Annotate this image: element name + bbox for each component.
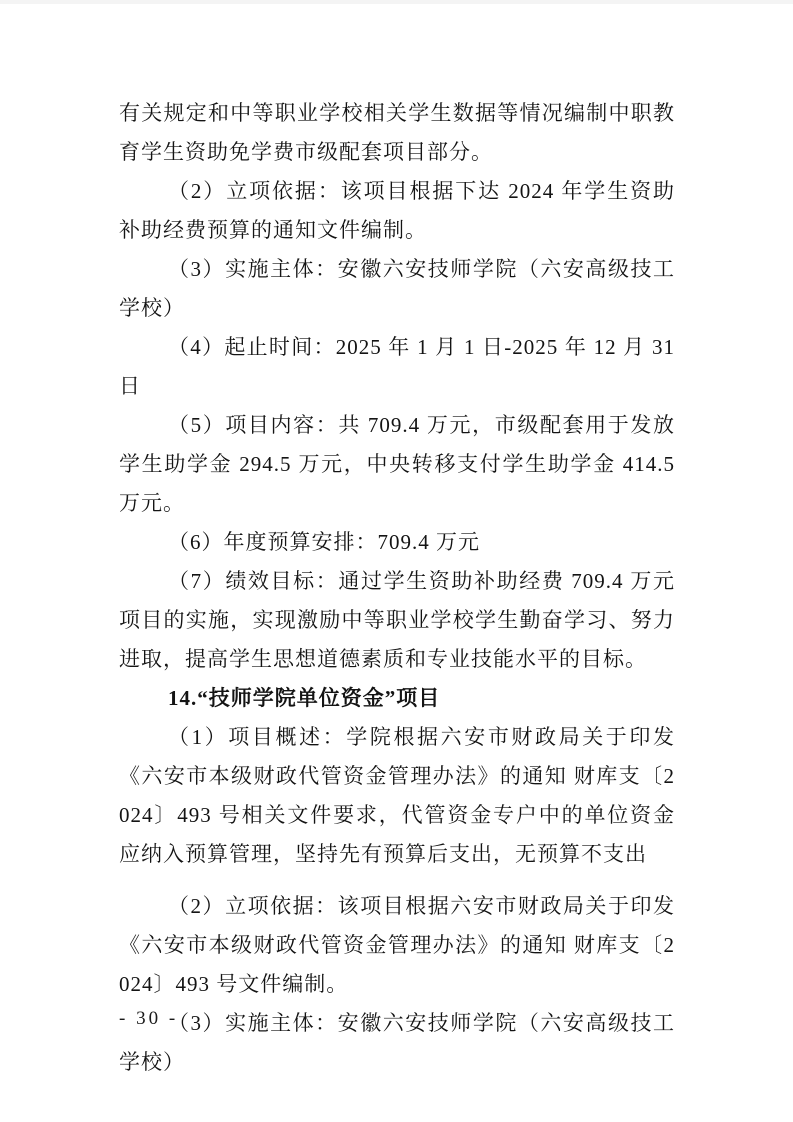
paragraph-item-1-overview: （1）项目概述：学院根据六安市财政局关于印发《六安市本级财政代管资金管理办法》的通知 财库支〔2024〕493 号相关文件要求，代管资金专户中的单位资金应纳入预算管理，坚持先有预算后支出，无预算不支出 (119, 725, 675, 866)
section-heading-project-14: 14.“技师学院单位资金”项目 (168, 686, 441, 710)
document-body (119, 94, 675, 1082)
paragraph-item-6-annual-budget: （6）年度预算安排：709.4 万元 (168, 530, 480, 554)
page-top-edge (0, 0, 793, 4)
paragraph-continuation: 有关规定和中等职业学校相关学生数据等情况编制中职教育学生资助免学费市级配套项目部分。 (119, 101, 675, 164)
paragraph-item-5-content: （5）项目内容：共 709.4 万元，市级配套用于发放学生助学金 294.5 万元，中央转移支付学生助学金 414.5 万元。 (119, 413, 675, 515)
page-number: - 30 - (119, 1008, 179, 1029)
paragraph-item-2-basis: （2）立项依据：该项目根据下达 2024 年学生资助补助经费预算的通知文件编制。 (119, 179, 675, 242)
paragraph-item-7-performance-goal: （7）绩效目标：通过学生资助补助经费 709.4 万元项目的实施，实现激励中等职业学校学生勤奋学习、努力进取，提高学生思想道德素质和专业技能水平的目标。 (119, 569, 675, 671)
paragraph-item-3-implementer: （3）实施主体：安徽六安技师学院（六安高级技工学校） (119, 257, 675, 320)
paragraph-item-4-timeframe: （4）起止时间：2025 年 1 月 1 日-2025 年 12 月 31 日 (119, 335, 675, 398)
paragraph-item-2-basis-project14: （2）立项依据：该项目根据六安市财政局关于印发《六安市本级财政代管资金管理办法》的通知 财库支〔2024〕493 号文件编制。 (119, 894, 675, 996)
paragraph-item-3-implementer-project14: （3）实施主体：安徽六安技师学院（六安高级技工学校） (119, 1011, 675, 1074)
